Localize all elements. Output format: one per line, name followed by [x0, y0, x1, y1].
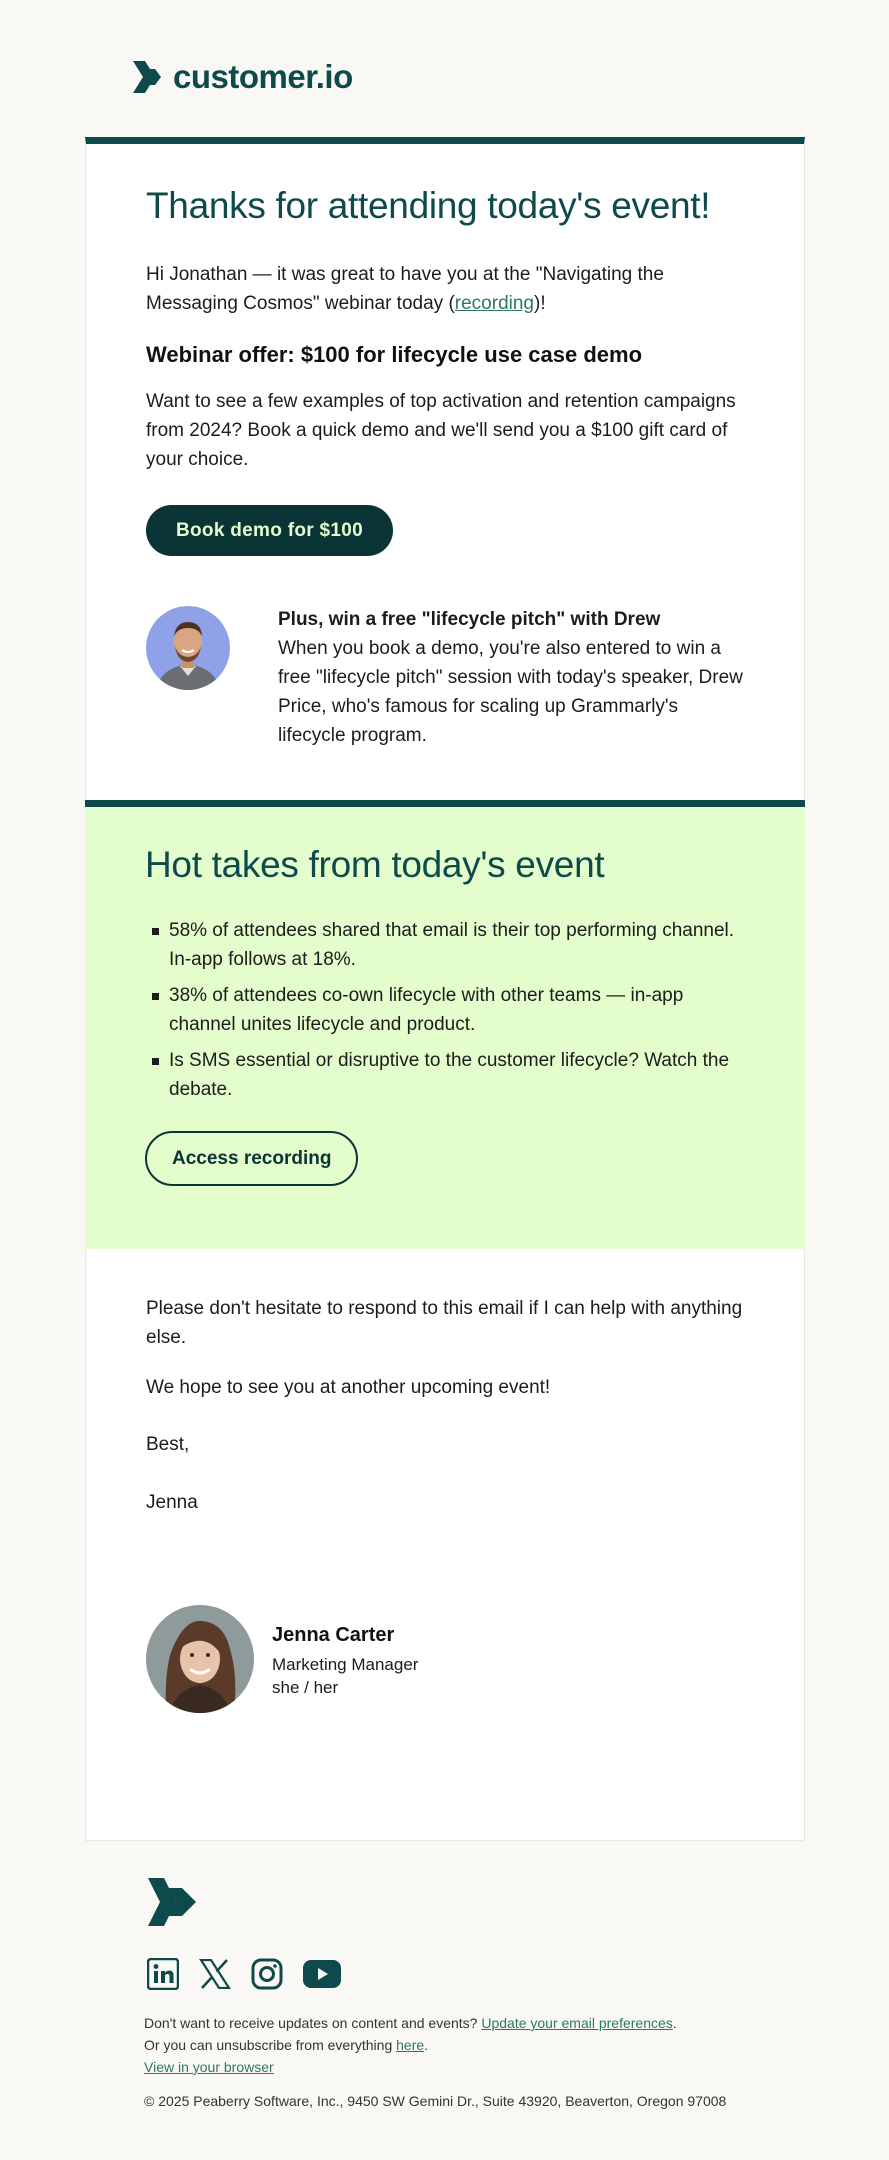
signature-title: Marketing Manager [272, 1655, 419, 1674]
footer-text [144, 2012, 784, 2112]
closing-line-2: We hope to see you at another upcoming event! [146, 1377, 551, 1398]
unsubscribe-text: Or you can unsubscribe from everything [144, 2037, 397, 2053]
preferences-text: Don't want to receive updates on content and events? [144, 2015, 482, 2031]
hot-takes-title: Hot takes from today's event [145, 844, 605, 885]
pitch-heading: Plus, win a free "lifecycle pitch" with Drew [278, 609, 661, 630]
customerio-mark-icon [144, 1876, 200, 1928]
youtube-icon[interactable] [303, 1960, 341, 1988]
access-recording-button[interactable]: Access recording [145, 1131, 358, 1186]
hot-takes-section [85, 800, 805, 1249]
book-demo-button[interactable]: Book demo for $100 [146, 505, 393, 556]
instagram-icon[interactable] [251, 1958, 283, 1990]
x-icon[interactable] [199, 1959, 231, 1989]
copyright: © 2025 Peaberry Software, Inc., 9450 SW Gemini Dr., Suite 43920, Beaverton, Oregon 97008 [144, 2093, 727, 2109]
unsubscribe-end: . [424, 2037, 429, 2053]
hot-takes-list [145, 916, 745, 1104]
list-item: 38% of attendees co-own lifecycle with other teams — in-app channel unites lifecycle and product. [145, 981, 745, 1039]
unsubscribe-link[interactable]: here [396, 2037, 425, 2053]
speaker-avatar [146, 606, 230, 690]
brand-name: customer.io [173, 58, 353, 95]
pitch-body: When you book a demo, you're also entered to win a free "lifecycle pitch" session with today's speaker, Drew Price, who's famous for scaling up Grammarly's lifecycle program. [278, 638, 743, 746]
offer-body: Want to see a few examples of top activation and retention campaigns from 2024? Book a quick demo and we'll send you a $100 gift card of your choice. [146, 391, 736, 470]
customerio-logo-icon [133, 61, 163, 93]
list-item: Is SMS essential or disruptive to the customer lifecycle? Watch the debate. [145, 1046, 745, 1104]
offer-heading: Webinar offer: $100 for lifecycle use case demo [146, 342, 643, 367]
email-preferences-link[interactable]: Update your email preferences [481, 2015, 673, 2031]
linkedin-icon[interactable] [147, 1958, 179, 1990]
list-item: 58% of attendees shared that email is their top performing channel. In-app follows at 18%. [145, 916, 745, 974]
brand-logo[interactable] [133, 58, 353, 96]
view-in-browser-link[interactable]: View in your browser [144, 2059, 274, 2075]
signoff: Best, [146, 1434, 190, 1455]
sender-first-name: Jenna [146, 1492, 198, 1513]
page-title: Thanks for attending today's event! [146, 185, 711, 226]
intro-text: Hi Jonathan — it was great to have you at the "Navigating the Messaging Cosmos" webinar today ( [146, 264, 664, 314]
footer-logo[interactable] [144, 1876, 784, 1933]
unsubscribe-line [144, 2034, 784, 2056]
closing-section [85, 1249, 805, 1841]
closing-line-1: Please don't hesitate to respond to this email if I can help with anything else. [146, 1298, 743, 1348]
preferences-end: . [672, 2015, 677, 2031]
intro-paragraph [146, 260, 744, 318]
signature-avatar [146, 1605, 254, 1713]
jenna-portrait-icon [146, 1605, 254, 1713]
main-card [85, 137, 805, 802]
intro-text-end: )! [534, 293, 546, 314]
drew-portrait-icon [146, 606, 230, 690]
signature-pronouns: she / her [272, 1678, 339, 1697]
social-links [147, 1958, 787, 1990]
recording-link[interactable]: recording [454, 293, 534, 314]
preferences-line [144, 2012, 784, 2034]
signature-name: Jenna Carter [272, 1624, 395, 1646]
